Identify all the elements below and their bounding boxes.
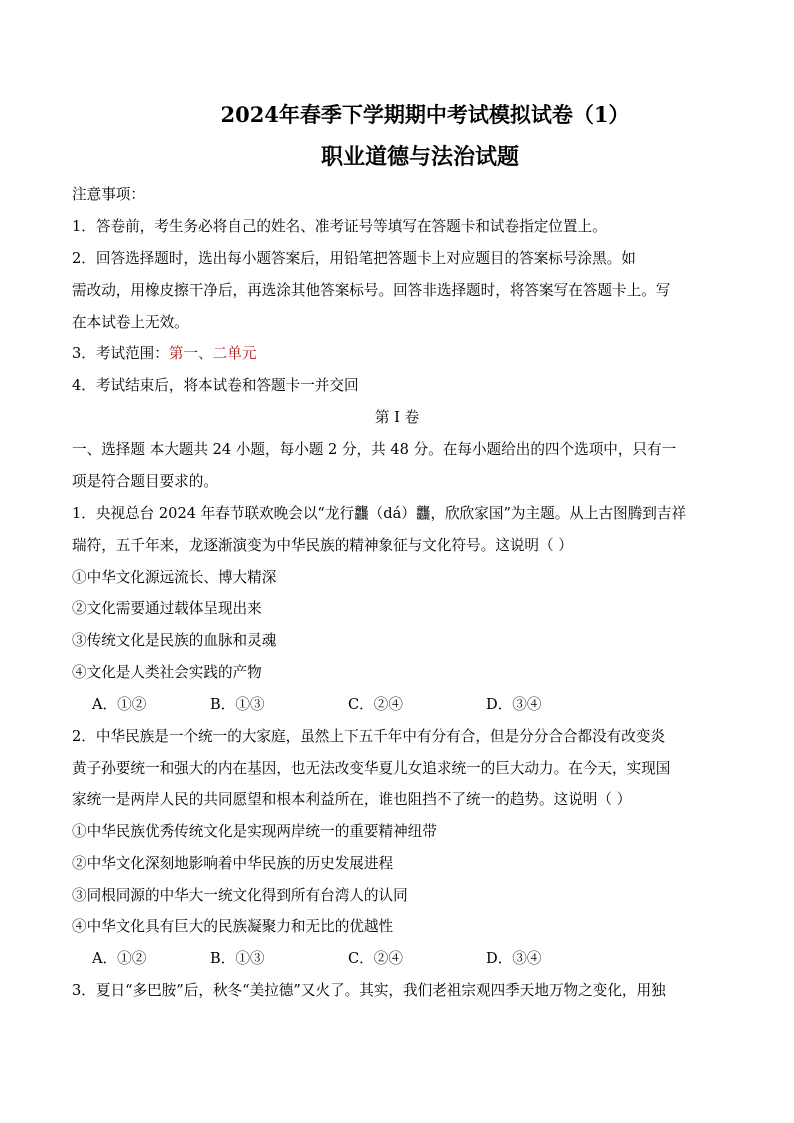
question-1-option-a: A．①② [92, 696, 147, 713]
question-1-stem-line-1: 1．央视总台 2024 年春节联欢晚会以“龙行龘（dá）龘，欣欣家国”为主题。从上古图腾到吉祥 [72, 505, 687, 522]
question-1-option-d: D．③④ [486, 696, 542, 713]
question-2-stem-line-1: 2．中华民族是一个统一的大家庭，虽然上下五千年中有分有合，但是分分合合都没有改变炎 [72, 728, 666, 745]
question-2-options [92, 949, 712, 969]
question-3-stem-line-1: 3．夏日“多巴胺”后，秋冬“美拉德”又火了。其实，我们老祖宗观四季天地万物之变化，用独 [72, 982, 666, 999]
volume-heading: 第 I 卷 [374, 409, 420, 426]
notice-item-1: 1．答卷前，考生务必将自己的姓名、准考证号等填写在答题卡和试卷指定位置上。 [72, 218, 607, 235]
notice-item-2-line-2: 需改动，用橡皮擦干净后，再选涂其他答案标号。回答非选择题时，将答案写在答题卡上。写 [72, 282, 671, 299]
section-intro-line-2: 项是符合题目要求的。 [72, 473, 218, 490]
question-2-option-d: D．③④ [486, 950, 542, 967]
notice-item-3 [72, 344, 732, 364]
question-2-option-a: A．①② [92, 950, 147, 967]
question-1-item-1: ①中华文化源远流长、博大精深 [72, 569, 277, 586]
exam-subject-title: 职业道德与法治试题 [320, 144, 519, 170]
question-1-option-b: B．①③ [210, 696, 265, 713]
notice-item-3-label: 3．考试范围： [72, 345, 169, 362]
question-2-item-2: ②中华文化深刻地影响着中华民族的历史发展进程 [72, 855, 394, 872]
question-2-stem-line-2: 黄子孙要统一和强大的内在基因，也无法改变华夏儿女追求统一的巨大动力。在今天，实现国 [72, 760, 671, 777]
notice-item-2-line-1: 2．回答选择题时，选出每小题答案后，用铅笔把答题卡上对应题目的答案标号涂黑。如 [72, 250, 636, 267]
notice-item-2-line-3: 在本试卷上无效。 [72, 314, 189, 331]
notice-heading: 注意事项： [72, 186, 145, 203]
question-2-item-4: ④中华文化具有巨大的民族凝聚力和无比的优越性 [72, 918, 394, 935]
question-1-stem-line-2: 瑞符，五千年来，龙逐渐演变为中华民族的精神象征与文化符号。这说明（ ） [72, 537, 573, 554]
question-2-stem-line-3: 家统一是两岸人民的共同愿望和根本利益所在，谁也阻挡不了统一的趋势。这说明（ ） [72, 791, 632, 808]
question-2-item-3: ③同根同源的中华大一统文化得到所有台湾人的认同 [72, 887, 408, 904]
question-1-item-4: ④文化是人类社会实践的产物 [72, 664, 262, 681]
question-2-item-1: ①中华民族优秀传统文化是实现两岸统一的重要精神纽带 [72, 823, 437, 840]
question-1-item-3: ③传统文化是民族的血脉和灵魂 [72, 632, 277, 649]
question-1-item-2: ②文化需要通过载体呈现出来 [72, 600, 262, 617]
question-2-option-c: C．②④ [348, 950, 403, 967]
question-2-option-b: B．①③ [210, 950, 265, 967]
question-1-option-c: C．②④ [348, 696, 403, 713]
section-intro-line-1: 一、选择题 本大题共 24 小题，每小题 2 分，共 48 分。在每小题给出的四个选项中，只有一 [72, 441, 677, 458]
exam-scope: 第一、二单元 [168, 345, 257, 362]
notice-item-4: 4．考试结束后，将本试卷和答题卡一并交回 [72, 377, 359, 394]
question-1-options [92, 695, 712, 715]
exam-title: 2024年春季下学期期中考试模拟试卷（1） [220, 102, 630, 127]
